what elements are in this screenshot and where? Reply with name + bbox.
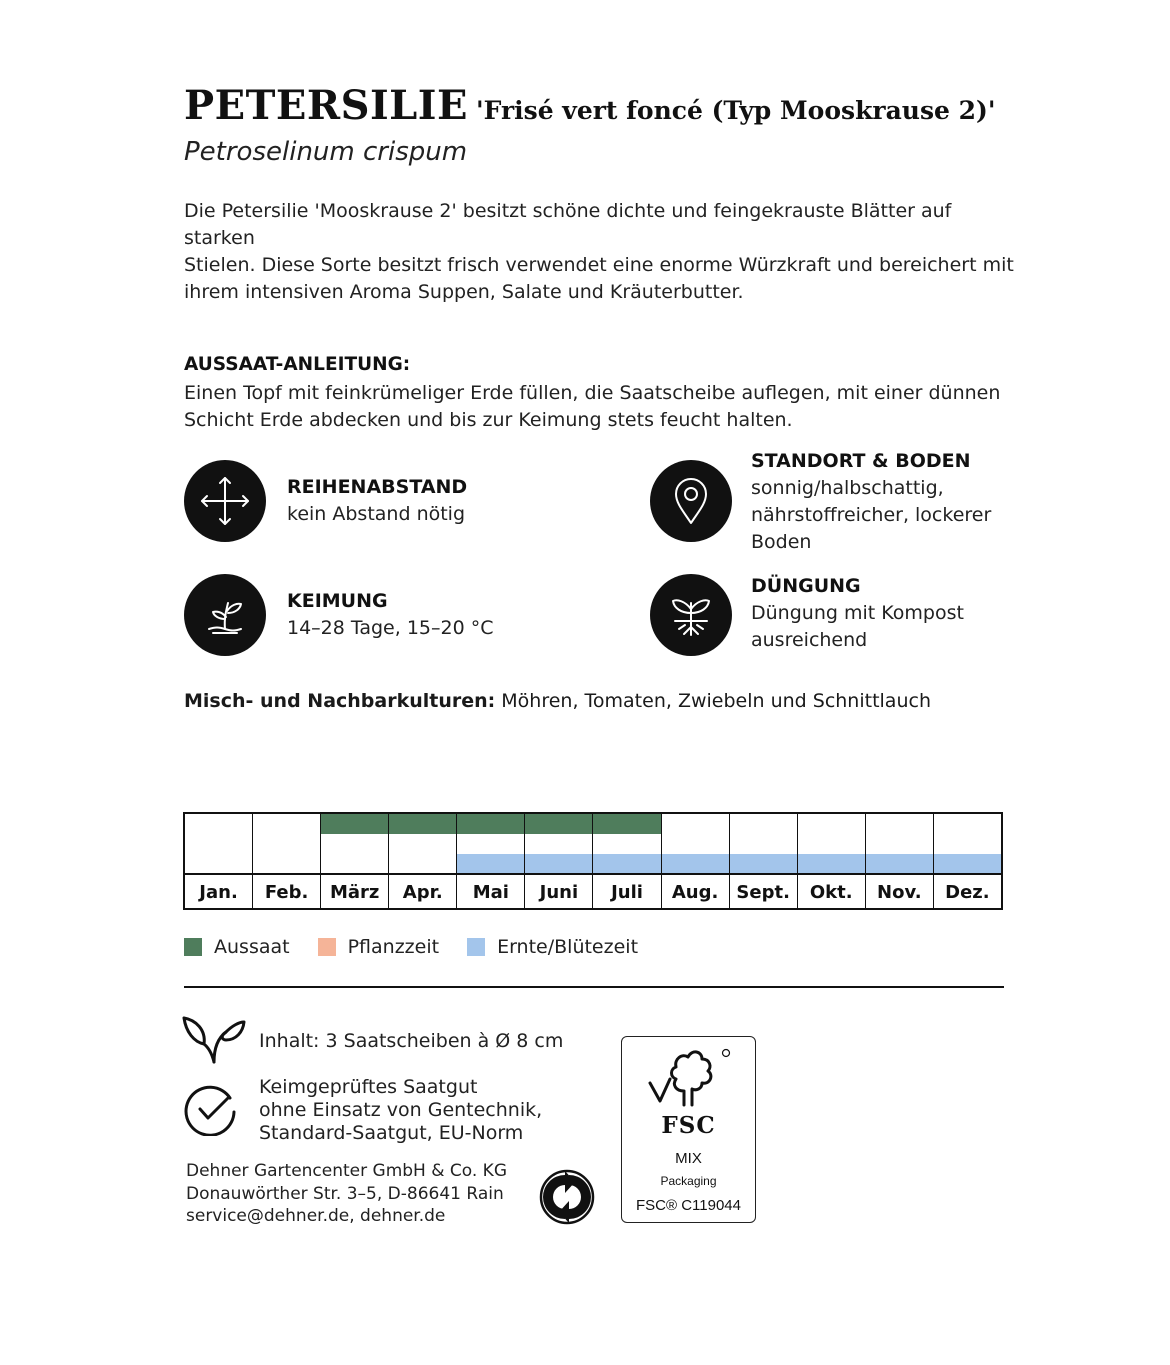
harvest-bar [525,854,592,873]
month-label: Jan. [185,873,252,910]
instruction-line: Einen Topf mit feinkrümeliger Erde füllen, die Saatscheibe auflegen, mit einer dünnen [184,382,1001,404]
month-label: Okt. [798,873,865,910]
checkmark-circle-icon [184,1082,238,1136]
product-title: PETERSILIE [184,82,468,129]
calendar-month [592,814,660,908]
arrows-move-icon [184,460,266,542]
quality-line: Keimgeprüftes Saatgut [259,1076,478,1098]
fsc-code: FSC® C119044 [636,1197,741,1214]
month-label: Feb. [253,873,320,910]
germination-text: 14–28 Tage, 15–20 °C [287,617,494,639]
calendar-month [933,814,1001,908]
plant-roots-icon [650,574,732,656]
calendar-legend [184,936,666,958]
company-street: Donauwörther Str. 3–5, D-86641 Rain [186,1183,504,1204]
divider [184,986,1004,988]
sowing-bar [321,814,388,834]
calendar-month [388,814,456,908]
description-line: Die Petersilie 'Mooskrause 2' besitzt schöne dichte und feingekrauste Blätter auf starken [184,200,952,249]
companion-plants-value: Möhren, Tomaten, Zwiebeln und Schnittlauch [501,690,931,712]
location-text-line: nährstoffreicher, lockerer [751,504,992,526]
month-label: Mai [457,873,524,910]
fsc-tree-icon [644,1045,736,1113]
calendar-month [797,814,865,908]
fsc-packaging: Packaging [660,1174,717,1188]
legend-swatch [467,938,485,956]
leaf-sprout-icon [182,1014,246,1066]
harvest-bar [593,854,660,873]
harvest-bar [662,854,729,873]
month-label: Sept. [730,873,797,910]
row-spacing-info [287,474,467,528]
month-label: März [321,873,388,910]
sowing-bar [457,814,524,834]
harvest-bar [934,854,1001,873]
row-spacing-text: kein Abstand nötig [287,503,466,525]
legend-swatch [184,938,202,956]
quality-line: ohne Einsatz von Gentechnik, [259,1099,543,1121]
harvest-bar [457,854,524,873]
fertilizing-text-line: Düngung mit Kompost [751,602,964,624]
legend-label: Ernte/Blütezeit [497,936,639,958]
germination-info [287,588,494,642]
sowing-calendar [183,812,1003,910]
companion-plants [184,690,931,712]
fertilizing-info [751,573,964,654]
legend-label: Pflanzzeit [347,936,440,958]
calendar-month [185,814,252,908]
calendar-month [661,814,729,908]
location-pin-icon [650,460,732,542]
sowing-bar [389,814,456,834]
sowing-bar [593,814,660,834]
calendar-month [252,814,320,908]
month-label: Dez. [934,873,1001,910]
contents-text: Inhalt: 3 Saatscheiben à Ø 8 cm [259,1030,564,1052]
instruction-line: Schicht Erde abdecken und bis zur Keimung stets feucht halten. [184,409,793,431]
fsc-name: FSC [661,1112,716,1139]
calendar-month [865,814,933,908]
legend-label: Aussaat [214,936,290,958]
legend-item [184,936,290,958]
month-label: Juli [593,873,660,910]
latin-name: Petroselinum crispum [184,137,468,167]
legend-item [467,936,638,958]
location-text-line: Boden [751,531,812,553]
month-label: Juni [525,873,592,910]
quality-text [259,1076,542,1145]
calendar-month [524,814,592,908]
harvest-bar [730,854,797,873]
companion-plants-label: Misch- und Nachbarkulturen: [184,690,496,712]
row-spacing-title: REIHENABSTAND [287,476,468,498]
location-text-line: sonnig/halbschattig, [751,477,944,499]
sowing-bar [525,814,592,834]
calendar-month [456,814,524,908]
green-dot-icon [539,1169,595,1225]
calendar-month [729,814,797,908]
location-title: STANDORT & BODEN [751,450,971,472]
germination-title: KEIMUNG [287,590,388,612]
company-name: Dehner Gartencenter GmbH & Co. KG [186,1161,507,1181]
month-label: Apr. [389,873,456,910]
legend-item [318,936,439,958]
calendar-month [320,814,388,908]
fertilizing-title: DÜNGUNG [751,575,861,597]
month-label: Nov. [866,873,933,910]
description-line: Stielen. Diese Sorte besitzt frisch verwendet eine enorme Würzkraft und bereichert mit [184,254,1014,276]
product-title-row [184,82,1024,129]
seedling-icon [184,574,266,656]
company-contact: service@dehner.de, dehner.de [186,1206,446,1226]
month-label: Aug. [662,873,729,910]
product-description [184,198,1014,306]
company-address [186,1160,507,1228]
description-line: ihrem intensiven Aroma Suppen, Salate und Kräuterbutter. [184,281,744,303]
quality-line: Standard-Saatgut, EU-Norm [259,1122,524,1144]
fsc-mix: MIX [675,1150,702,1167]
sowing-instructions-title: AUSSAAT-ANLEITUNG: [184,354,411,375]
location-info [751,448,991,556]
fsc-label [621,1036,756,1223]
sowing-instructions-text [184,380,1014,434]
harvest-bar [798,854,865,873]
legend-swatch [318,938,336,956]
product-variety: 'Frisé vert foncé (Typ Mooskrause 2)' [475,96,996,125]
harvest-bar [866,854,933,873]
fertilizing-text-line: ausreichend [751,629,868,651]
